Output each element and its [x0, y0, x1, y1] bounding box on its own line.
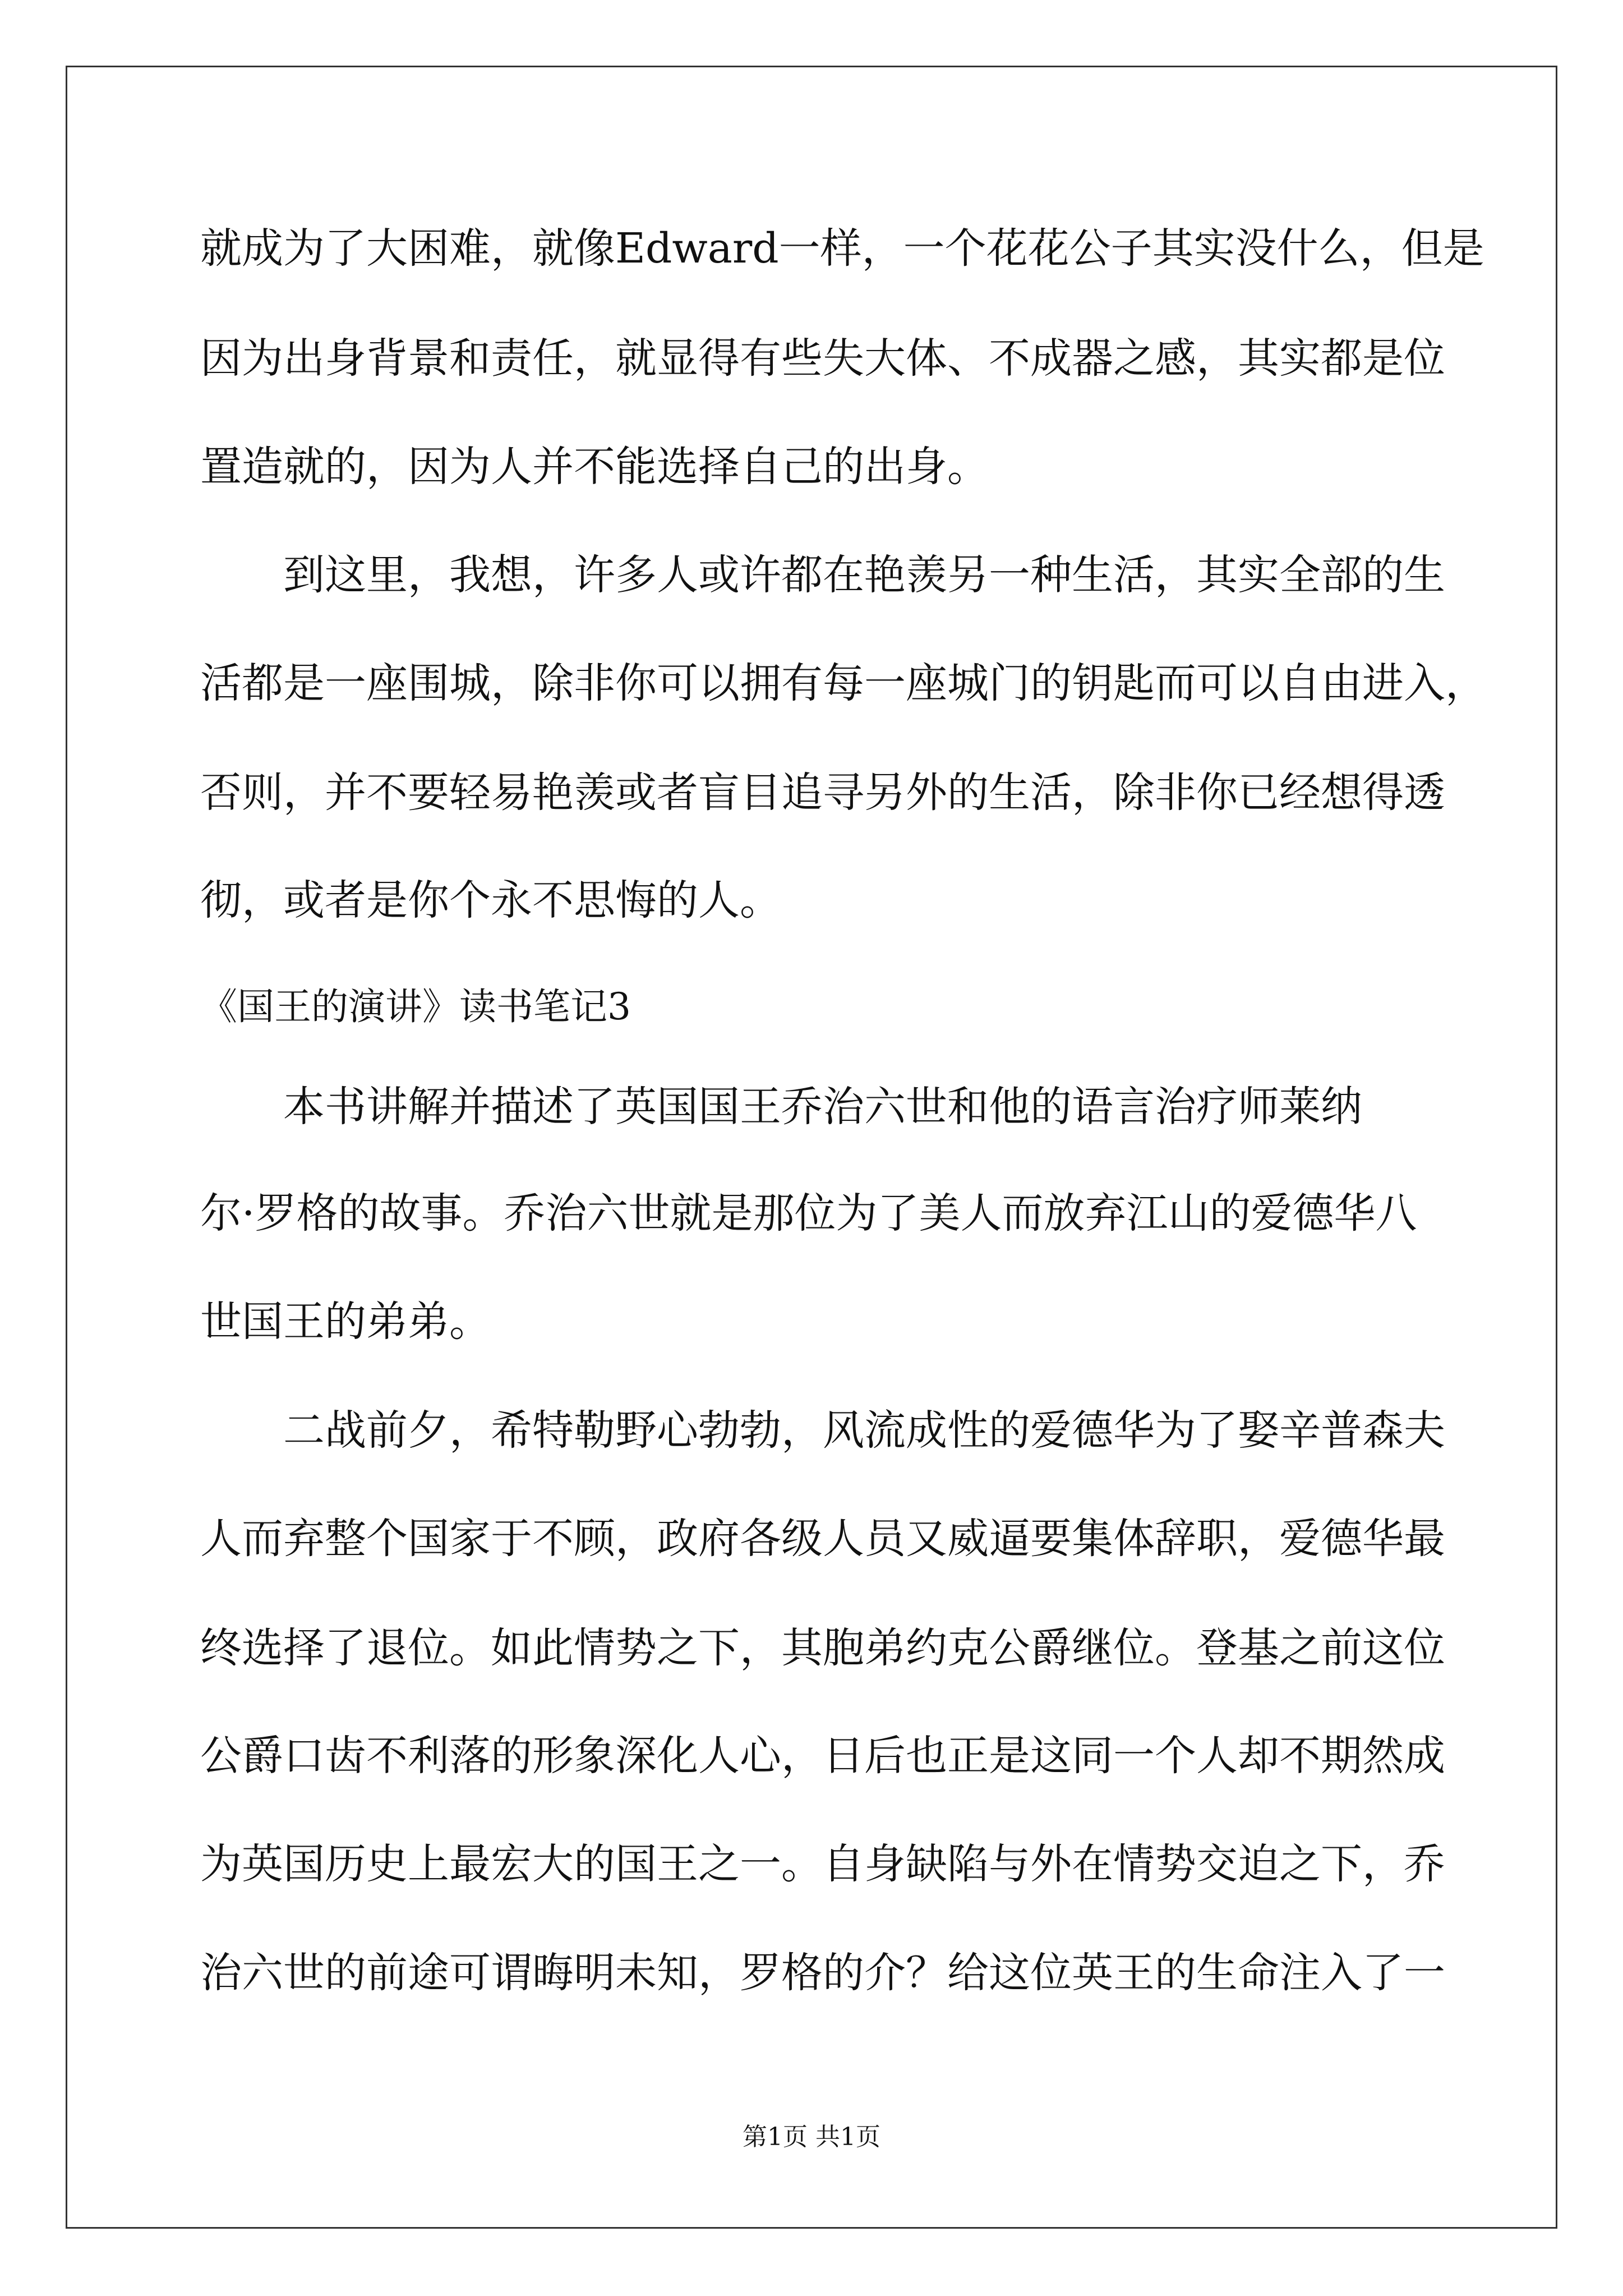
paragraph-first-line: 到这里，我想，许多人或许都在艳羡另一种生活，其实全部的生: [283, 551, 1445, 599]
text-line: 为英国历史上最宏大的国王之一。自身缺陷与外在情势交迫之下，乔: [200, 1840, 1445, 1888]
text-line: 否则，并不要轻易艳羡或者盲目追寻另外的生活，除非你已经想得透: [200, 769, 1445, 817]
text-line: 终选择了退位。如此情势之下，其胞弟约克公爵继位。登基之前这位: [200, 1624, 1445, 1672]
text-line: 就成为了大困难，就像Edward一样，一个花花公子其实没什么，但是: [200, 224, 1484, 273]
section-heading: 《国王的演讲》读书笔记3: [200, 985, 631, 1028]
text-line: 活都是一座围城，除非你可以拥有每一座城门的钥匙而可以自由进入，: [200, 659, 1487, 707]
text-line: 治六世的前途可谓晦明未知，罗格的介？给这位英王的生命注入了一: [200, 1949, 1445, 1997]
text-line: 人而弃整个国家于不顾，政府各级人员又威逼要集体辞职，爱德华最: [200, 1515, 1445, 1563]
text-line: 置造就的，因为人并不能选择自己的出身。: [200, 443, 989, 491]
text-line: 公爵口齿不利落的形象深化人心，日后也正是这同一个人却不期然成: [200, 1732, 1445, 1780]
text-line: 因为出身背景和责任，就显得有些失大体、不成器之感，其实都是位: [200, 334, 1445, 383]
paragraph-first-line: 本书讲解并描述了英国国王乔治六世和他的语言治疗师莱纳: [283, 1083, 1362, 1131]
paragraph-first-line: 二战前夕，希特勒野心勃勃，风流成性的爱德华为了娶辛普森夫: [283, 1406, 1445, 1455]
text-line: 尔·罗格的故事。乔治六世就是那位为了美人而放弃江山的爱德华八: [200, 1189, 1417, 1237]
page-number-footer: 第1页 共1页: [743, 2123, 880, 2151]
page-border: [66, 66, 1557, 2229]
text-line: 彻，或者是你个永不思悔的人。: [200, 876, 781, 924]
text-line: 世国王的弟弟。: [200, 1297, 491, 1346]
